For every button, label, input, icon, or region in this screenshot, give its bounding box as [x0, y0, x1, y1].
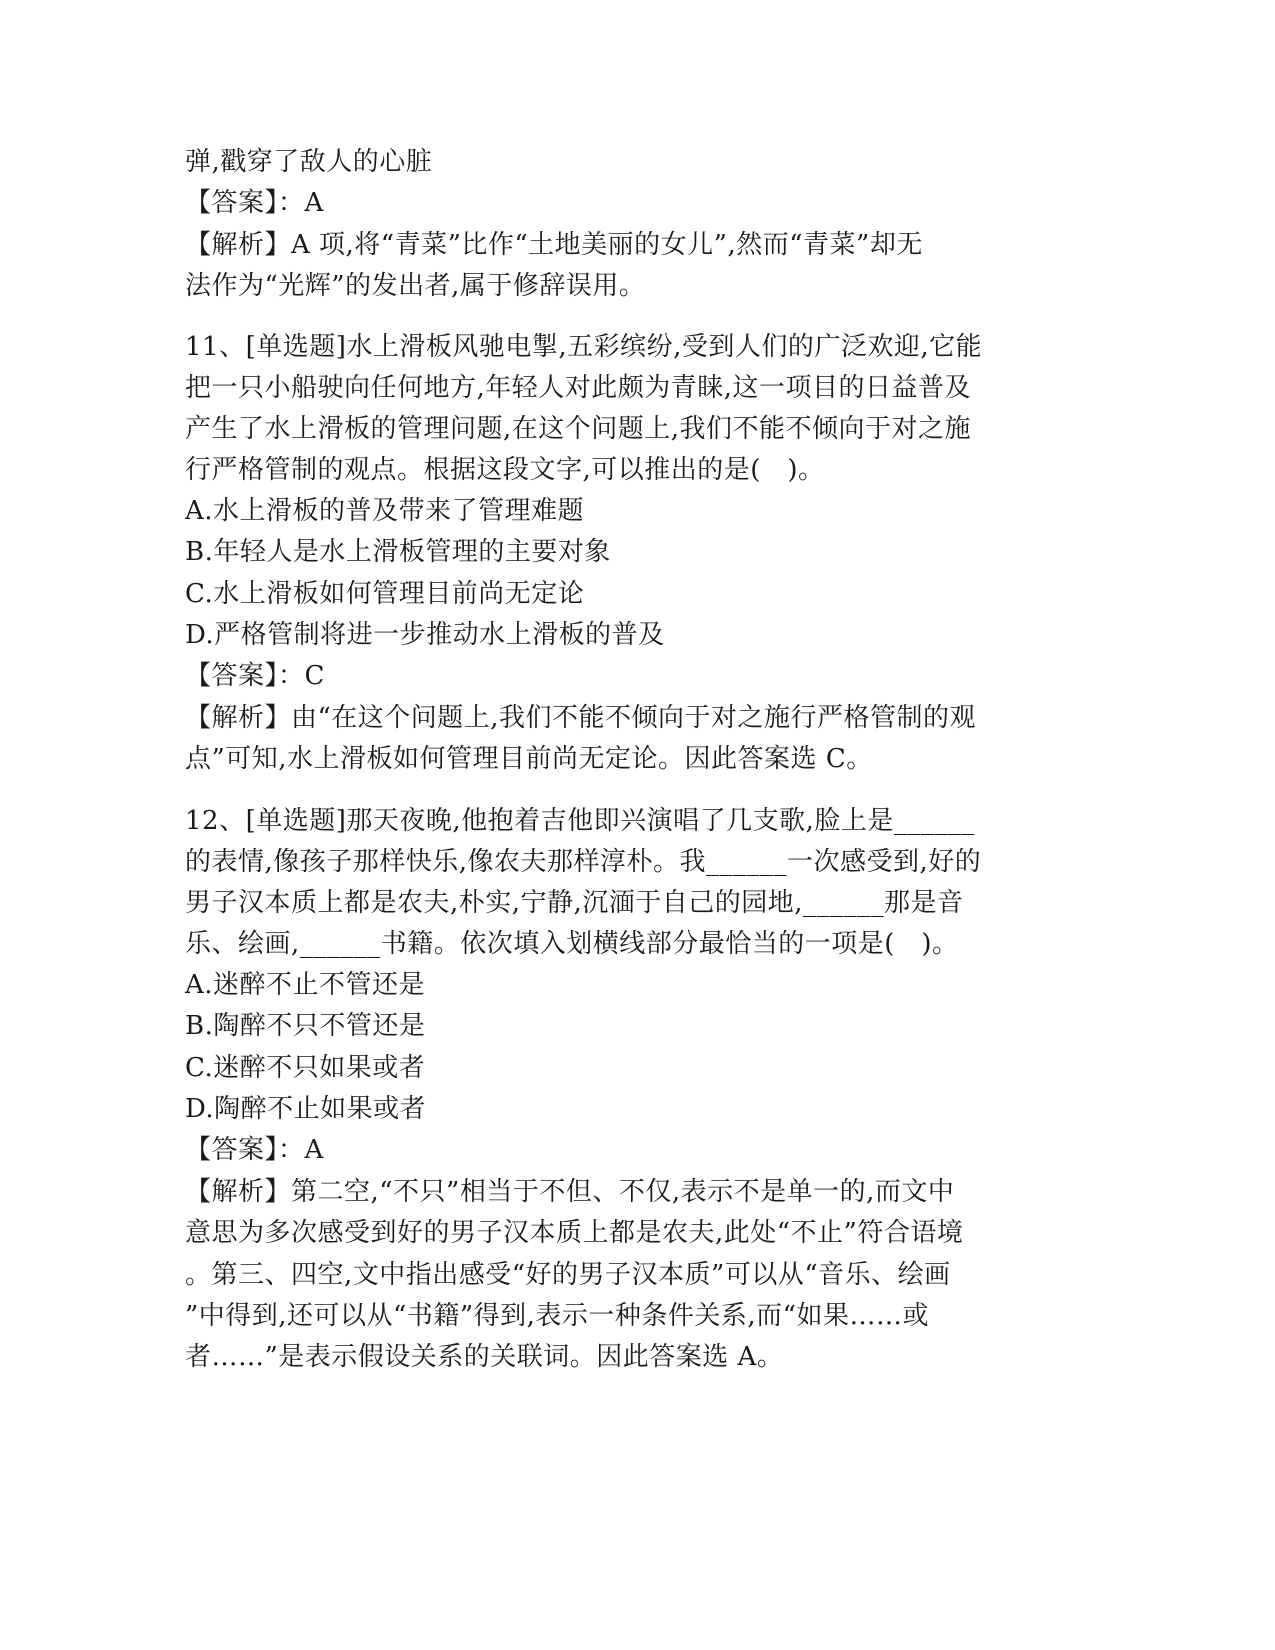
- q10-analysis-line-2: 法作为“光辉”的发出者,属于修辞误用。: [185, 271, 646, 301]
- q11-option-d: D.严格管制将进一步推动水上滑板的普及: [185, 620, 665, 650]
- q10-analysis-line-1: 【解析】A 项,将“青菜”比作“土地美丽的女儿”,然而“青菜”却无: [185, 230, 923, 260]
- q12-analysis-line-5: 者……”是表示假设关系的关联词。因此答案选 A。: [185, 1342, 784, 1372]
- q11-option-b: B.年轻人是水上滑板管理的主要对象: [185, 537, 611, 567]
- q11-analysis-line-2: 点”可知,水上滑板如何管理目前尚无定论。因此答案选 C。: [185, 744, 873, 774]
- q12-stem-line-4: 乐、绘画,______书籍。依次填入划横线部分最恰当的一项是( )。: [185, 929, 959, 959]
- q12-analysis-line-1: 【解析】第二空,“不只”相当于不但、不仅,表示不是单一的,而文中: [185, 1177, 955, 1207]
- q12-answer: 【答案】：A: [185, 1135, 324, 1165]
- q11-stem-line-3: 产生了水上滑板的管理问题,在这个问题上,我们不能不倾向于对之施: [185, 414, 972, 444]
- q11-answer: 【答案】：C: [185, 661, 325, 691]
- q10-answer: 【答案】：A: [185, 188, 324, 218]
- q12-option-c: C.迷醉不只如果或者: [185, 1053, 426, 1083]
- q11-option-c: C.水上滑板如何管理目前尚无定论: [185, 579, 585, 609]
- q12-option-d: D.陶醉不止如果或者: [185, 1094, 427, 1124]
- q10-continuation: 弹,戳穿了敌人的心脏: [185, 147, 433, 177]
- q12-stem-line-1: 12、[单选题]那天夜晚,他抱着吉他即兴演唱了几支歌,脸上是______: [185, 806, 975, 836]
- q12-option-a: A.迷醉不止不管还是: [185, 970, 426, 1000]
- q11-analysis-line-1: 【解析】由“在这个问题上,我们不能不倾向于对之施行严格管制的观: [185, 703, 977, 733]
- q12-analysis-line-2: 意思为多次感受到好的男子汉本质上都是农夫,此处“不止”符合语境: [185, 1218, 964, 1248]
- q12-analysis-line-3: 。第三、四空,文中指出感受“好的男子汉本质”可以从“音乐、绘画: [185, 1260, 951, 1290]
- q11-option-a: A.水上滑板的普及带来了管理难题: [185, 496, 585, 526]
- q12-analysis-line-4: ”中得到,还可以从“书籍”得到,表示一种条件关系,而“如果……或: [185, 1301, 929, 1331]
- q11-stem-line-1: 11、[单选题]水上滑板风驰电掣,五彩缤纷,受到人们的广泛欢迎,它能: [185, 332, 983, 362]
- q11-stem-line-2: 把一只小船驶向任何地方,年轻人对此颇为青睐,这一项目的日益普及: [185, 373, 972, 403]
- q12-stem-line-3: 男子汉本质上都是农夫,朴实,宁静,沉湎于自己的园地,______那是音: [185, 888, 964, 918]
- q11-stem-line-4: 行严格管制的观点。根据这段文字,可以推出的是( )。: [185, 455, 825, 485]
- q12-stem-line-2: 的表情,像孩子那样快乐,像农夫那样淳朴。我______一次感受到,好的: [185, 847, 982, 877]
- q12-option-b: B.陶醉不只不管还是: [185, 1011, 426, 1041]
